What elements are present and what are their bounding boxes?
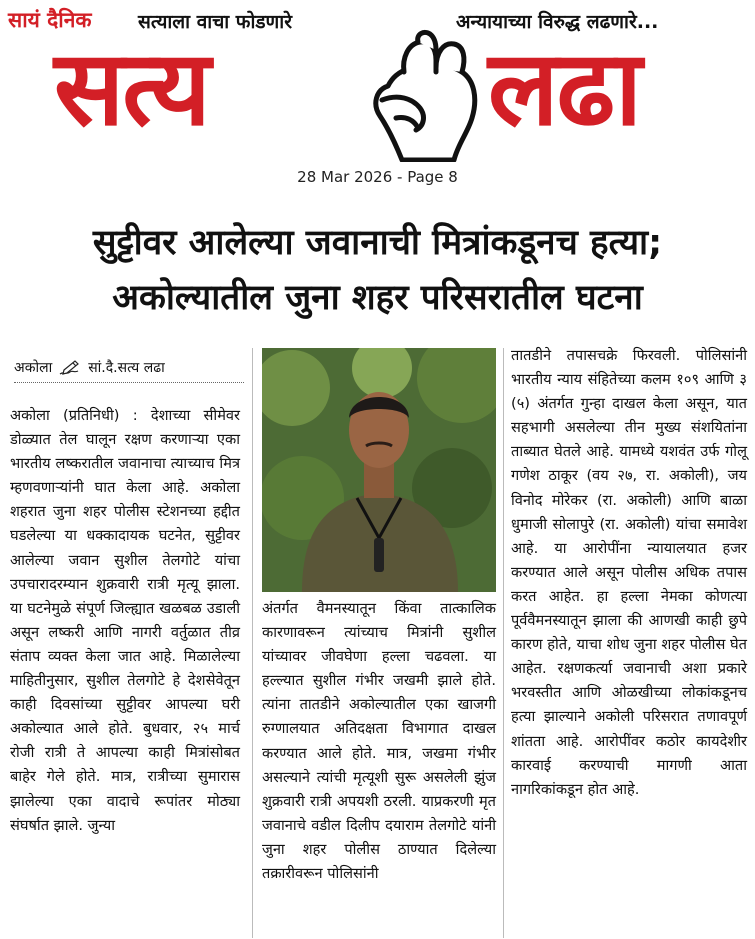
article-column-left: अकोला (प्रतिनिधी) : देशाच्या सीमेवर डोळ्यात तेल घालून रक्षण करणाऱ्या एका भारतीय लष्करातील जवानाचा त्याच्याच मित्र म्हणवणाऱ्यांनी घात केला आहे. अकोला शहरात जुना शहर पोलीस स्टेशनच्या हद्दीत घडलेल्या या धक्कादायक घटनेत, सुट्टीवर आलेल्या जवान सुशील तेलगोटे यांचा उपचारादरम्यान शुक्रवारी रात्री मृत्यू झाला. या घटनेमुळे संपूर्ण जिल्ह्यात खळबळ उडाली असून लष्करी आणि नागरी वर्तुळात तीव्र संताप व्यक्त केला जात आहे. मिळालेल्या माहितीनुसार, सुशील तेलगोटे हे देशसेवेतून काही दिवसांच्या सुट्टीवर आपल्या घरी अकोल्यात आले होते. बुधवार, २५ मार्च रोजी रात्री ते आपल्या काही मित्रांसोबत बाहेर गेले होते. मात्र, रात्रीच्या सुमारास झालेल्या एका वादाचे रूपांतर मोठ्या संघर्षात झाले. जुन्या [10,407,240,834]
raised-fist-icon [358,28,486,162]
column-divider [503,348,504,938]
byline-place: अकोला [14,360,53,376]
column-divider [252,348,253,938]
byline-source: सां.दै.सत्य लढा [88,360,165,376]
article-byline [14,353,244,383]
masthead-slogan-right: अन्यायाच्या विरुद्ध लढणारे... [456,11,659,33]
article-column-right: तातडीने तपासचक्रे फिरवली. पोलिसांनी भारतीय न्याय संहितेच्या कलम १०९ आणि ३ (५) अंतर्गत गुन्हा दाखल केला असून, यात सहभागी असलेल्या तीन मुख्य संशयितांना ताब्यात घेतले आहे. यामध्ये यशवंत उर्फ गोलू गणेश ठाकूर (वय २७, रा. अकोली), जय विनोद मोरेकर (रा. अकोली) आणि बाळा धुमाजी सोलापुरे (रा. अकोली) यांचा समावेश आहे. या आरोपींना न्यायालयात हजर करण्यात आले असून पोलीस अधिक तपास करत आहेत. हा हल्ला नेमका कोणत्या पूर्ववैमनस्यातून झाला की आणखी काही छुपे कारण होते, याचा शोध जुना शहर पोलीस घेत आहेत. रक्षणकर्त्या जवानाची अशा प्रकारे भरवस्तीत आणि ओळखीच्या लोकांकडूनच हत्या झाल्याने अकोली परिसरात तणावपूर्ण शांतता आहे. आरोपींवर कठोर कायदेशीर कारवाई करण्याची मागणी आता नागरिकांकडून होत आहे. [511,347,747,798]
pen-writing-icon [58,359,82,377]
jawan-portrait-photo [262,348,496,592]
masthead-tag-evening-daily: सायं दैनिक [8,8,92,32]
masthead-title-right: लढा [488,27,641,149]
masthead-slogan-left: सत्याला वाचा फोडणारे [138,11,292,33]
masthead [0,0,755,160]
masthead-title-left: सत्य [54,27,209,149]
article-column-middle: अंतर्गत वैमनस्यातून किंवा तात्कालिक कारणावरून त्यांच्याच मित्रांनी सुशील यांच्यावर जीवघेणा हल्ला चढवला. या हल्ल्यात सुशील गंभीर जखमी झाले होते. त्यांना तातडीने अकोल्यातील एका खाजगी रुग्णालयात अतिदक्षता विभागात दाखल करण्यात आले होते. मात्र, जखमा गंभीर असल्याने त्यांची मृत्यूशी सुरू असलेली झुंज शुक्रवारी रात्री अपयशी ठरली. याप्रकरणी मृत जवानाचे वडील दिलीप दयाराम तेलगोटे यांनी जुना शहर पोलीस ठाण्यात दिलेल्या तक्रारीवरून पोलिसांनी [262,600,496,883]
article-headline: सुट्टीवर आलेल्या जवानाची मित्रांकडूनच हत्या; अकोल्यातील जुना शहर परिसरातील घटना [92,223,663,318]
edition-dateline: 28 Mar 2026 - Page 8 [297,168,458,186]
